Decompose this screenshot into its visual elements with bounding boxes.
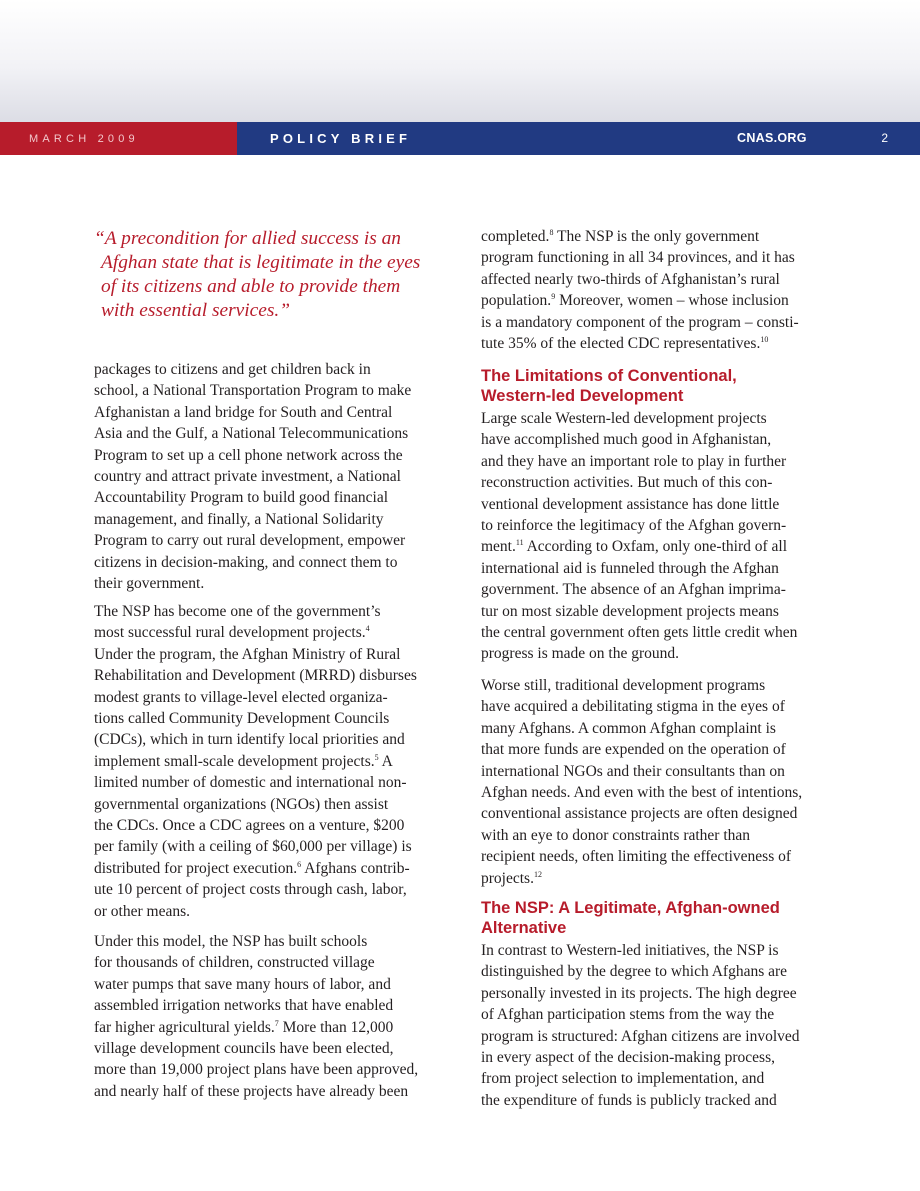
text-line: (CDCs), which in turn identify local priorities and: [94, 731, 405, 749]
section-heading: [481, 899, 780, 938]
footnote-ref[interactable]: 11: [515, 538, 524, 548]
text-line: implement small-scale development projects.$^5$ A: [94, 752, 393, 770]
paragraph: [481, 408, 797, 665]
text-line: international aid is funneled through the Afghan: [481, 559, 779, 577]
text-line: population.$^9$ Moreover, women – whose inclusion: [481, 292, 789, 310]
text-line: international NGOs and their consultants than on: [481, 762, 785, 780]
text-line: is a mandatory component of the program – consti-: [481, 313, 799, 331]
text-line: village development councils have been elected,: [94, 1040, 394, 1058]
text-line: Large scale Western-led development projects: [481, 410, 767, 427]
text-line: limited number of domestic and international non-: [94, 774, 407, 792]
heading-line: Alternative: [481, 918, 567, 937]
text-line: assembled irrigation networks that have enabled: [94, 997, 394, 1015]
text-line: their government.: [94, 575, 205, 593]
text-line: recipient needs, often limiting the effectiveness of: [481, 848, 792, 866]
text-line: and they have an important role to play in further: [481, 452, 787, 470]
text-line: have acquired a debilitating stigma in the eyes of: [481, 698, 785, 716]
footnote-ref[interactable]: 5: [374, 752, 379, 762]
text-line: from project selection to implementation, and: [481, 1070, 765, 1088]
paragraph: [481, 226, 799, 354]
pull-quote-line: with essential services.”: [101, 300, 291, 321]
header-section-title: POLICY BRIEF: [270, 131, 412, 146]
text-line: more than 19,000 project plans have been approved,: [94, 1061, 419, 1079]
text-line: school, a National Transportation Program to make: [94, 382, 412, 400]
text-line: Worse still, traditional development programs: [481, 677, 766, 694]
text-line: In contrast to Western-led initiatives, the NSP is: [481, 942, 779, 959]
text-line: program is structured: Afghan citizens are involved: [481, 1027, 800, 1045]
text-line: Asia and the Gulf, a National Telecommunications: [94, 425, 409, 443]
text-line: with an eye to donor constraints rather than: [481, 826, 751, 844]
text-line: or other means.: [94, 902, 190, 920]
heading-line: Western-led Development: [481, 386, 684, 405]
paragraph: [94, 601, 417, 922]
text-line: The NSP has become one of the government’s: [94, 603, 381, 620]
text-line: and nearly half of these projects have already been: [94, 1082, 409, 1100]
paragraph: [94, 359, 411, 594]
text-line: packages to citizens and get children back in: [94, 361, 371, 378]
text-line: distributed for project execution.$^6$ Afghans contrib-: [94, 859, 410, 877]
text-line: affected nearly two-thirds of Afghanistan’s rural: [481, 270, 780, 288]
text-line: Accountability Program to build good financial: [94, 489, 389, 507]
header-bar: [0, 122, 920, 155]
text-line: for thousands of children, constructed village: [94, 954, 375, 972]
text-line: that more funds are expended on the operation of: [481, 741, 786, 759]
footnote-ref[interactable]: 6: [297, 859, 302, 869]
text-line: ventional development assistance has done little: [481, 495, 780, 513]
header-title-block: [237, 122, 920, 155]
text-line: have accomplished much good in Afghanistan,: [481, 431, 772, 449]
text-line: Program to carry out rural development, empower: [94, 532, 406, 550]
text-line: reconstruction activities. But much of this con-: [481, 474, 773, 492]
text-line: tute 35% of the elected CDC representatives.$^{10}$: [481, 335, 769, 353]
text-line: the central government often gets little credit when: [481, 624, 798, 642]
footnote-ref[interactable]: 7: [274, 1018, 279, 1028]
text-line: far higher agricultural yields.$^7$ More than 12,000: [94, 1018, 394, 1036]
text-line: Program to set up a cell phone network across the: [94, 446, 403, 464]
pull-quote-line: of its citizens and able to provide them: [101, 276, 401, 297]
text-line: Afghanistan a land bridge for South and Central: [94, 403, 393, 421]
page-top-gradient: [0, 0, 920, 122]
text-line: ment.$^{11}$ According to Oxfam, only one-third of all: [481, 538, 788, 556]
text-line: tur on most sizable development projects means: [481, 602, 779, 620]
text-line: projects.$^{12}$: [481, 869, 542, 887]
footnote-ref[interactable]: 4: [365, 624, 370, 634]
text-line: personally invested in its projects. The high degree: [481, 984, 797, 1002]
text-line: to reinforce the legitimacy of the Afghan govern-: [481, 517, 787, 535]
text-line: program functioning in all 34 provinces, and it has: [481, 249, 795, 267]
header-date-block: [0, 122, 237, 155]
text-line: modest grants to village-level elected organiza-: [94, 688, 388, 706]
text-line: government. The absence of an Afghan imprima-: [481, 581, 786, 599]
text-line: Rehabilitation and Development (MRRD) disburses: [94, 667, 417, 685]
text-line: progress is made on the ground.: [481, 645, 680, 663]
text-line: ute 10 percent of project costs through cash, labor,: [94, 881, 407, 899]
footnote-ref[interactable]: 8: [549, 228, 554, 237]
text-line: country and attract private investment, a National: [94, 468, 401, 486]
paragraph: [481, 940, 800, 1111]
text-line: most successful rural development projects.$^4$: [94, 624, 370, 642]
text-line: citizens in decision-making, and connect them to: [94, 553, 398, 571]
heading-line: The NSP: A Legitimate, Afghan-owned: [481, 899, 780, 917]
footnote-ref[interactable]: 9: [551, 292, 556, 302]
paragraph: [481, 675, 802, 889]
footnote-ref[interactable]: 12: [533, 869, 542, 879]
section-heading: [481, 367, 737, 406]
text-line: governmental organizations (NGOs) then assist: [94, 795, 389, 813]
paragraph: [94, 931, 418, 1102]
text-line: the expenditure of funds is publicly tracked and: [481, 1091, 777, 1109]
heading-line: The Limitations of Conventional,: [481, 367, 737, 385]
text-line: many Afghans. A common Afghan complaint is: [481, 719, 776, 737]
text-line: distinguished by the degree to which Afghans are: [481, 963, 788, 981]
pull-quote: [94, 227, 449, 323]
text-line: management, and finally, a National Solidarity: [94, 510, 384, 528]
text-line: of Afghan participation stems from the way the: [481, 1006, 775, 1024]
text-line: in every aspect of the decision-making process,: [481, 1049, 775, 1067]
header-date: MARCH 2009: [29, 132, 139, 145]
text-line: tions called Community Development Councils: [94, 710, 390, 728]
header-site-link[interactable]: CNAS.ORG: [737, 131, 807, 145]
text-line: Under the program, the Afghan Ministry of Rural: [94, 645, 401, 663]
text-line: per family (with a ceiling of $60,000 per village) is: [94, 838, 412, 856]
text-line: Afghan needs. And even with the best of intentions,: [481, 784, 803, 802]
text-line: the CDCs. Once a CDC agrees on a venture, $200: [94, 817, 405, 835]
text-line: Under this model, the NSP has built schools: [94, 933, 368, 950]
pull-quote-line: Afghan state that is legitimate in the eyes: [101, 252, 421, 273]
text-line: water pumps that save many hours of labor, and: [94, 975, 391, 993]
text-line: completed.$^8$ The NSP is the only government: [481, 228, 760, 245]
page-number: 2: [881, 131, 888, 145]
pull-quote-line: “A precondition for allied success is an: [94, 228, 402, 249]
footnote-ref[interactable]: 10: [760, 335, 769, 345]
text-line: conventional assistance projects are often designed: [481, 805, 798, 823]
